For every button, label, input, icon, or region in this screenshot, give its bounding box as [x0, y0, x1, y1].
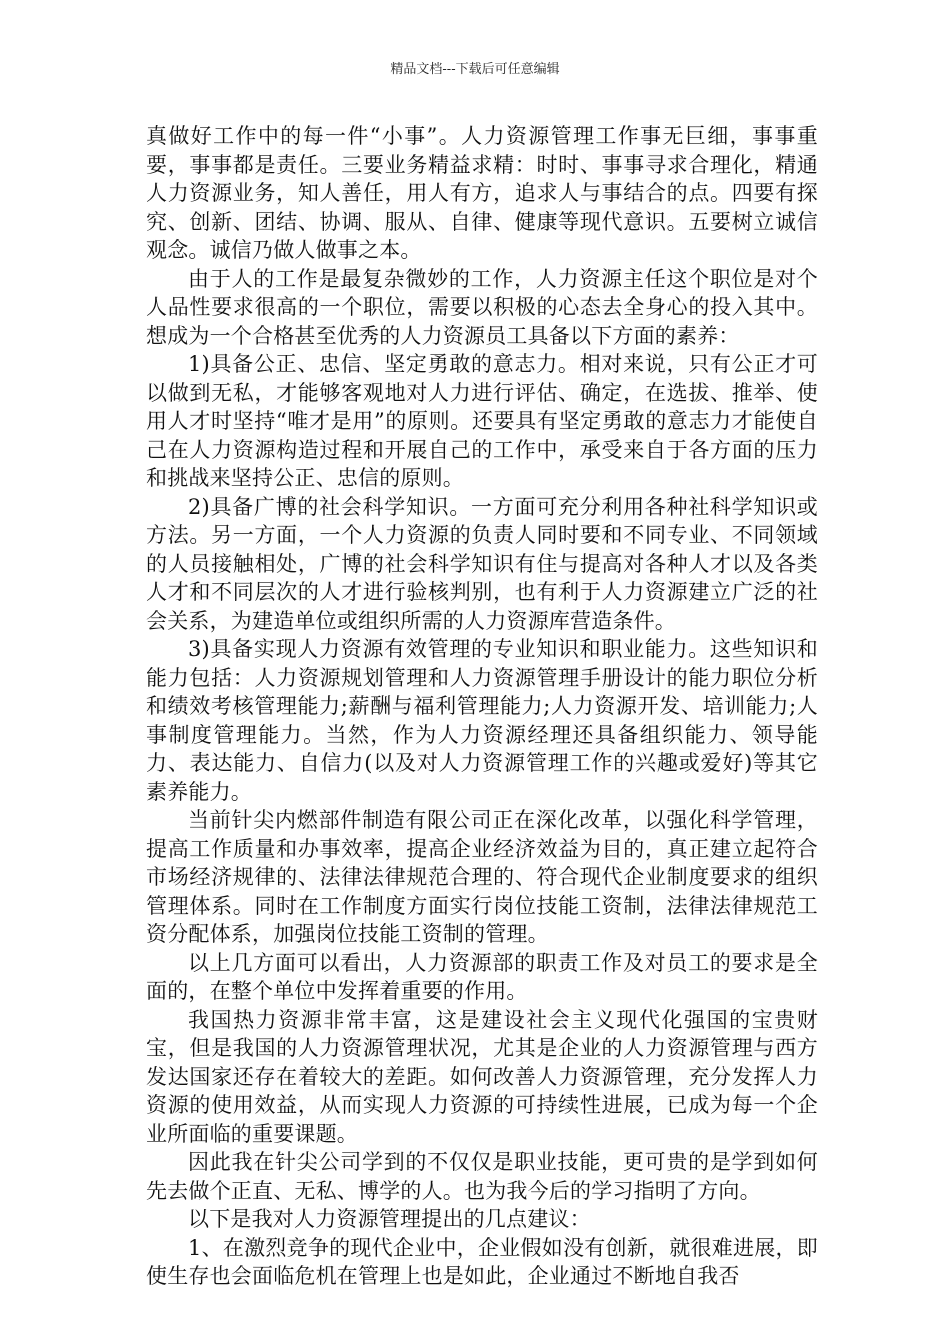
page-header: 精品文档---下载后可任意编辑	[390, 62, 560, 77]
paragraph: 以上几方面可以看出，人力资源部的职责工作及对员工的要求是全面的，在整个单位中发挥着重要的作用。	[146, 950, 818, 1003]
document-body	[146, 122, 818, 1291]
paragraph: 3)具备实现人力资源有效管理的专业知识和职业能力。这些知识和能力包括：人力资源规划管理和人力资源管理手册设计的能力职位分析和绩效考核管理能力;薪酬与福利管理能力;人力资源开发、培训能力;人事制度管理能力。当然，作为人力资源经理还具备组织能力、领导能力、表达能力、自信力(以及对人力资源管理工作的兴趣或爱好)等其它素养能力。	[146, 637, 818, 804]
paragraph: 我国热力资源非常丰富，这是建设社会主义现代化强国的宝贵财宝，但是我国的人力资源管理状况，尤其是企业的人力资源管理与西方发达国家还存在着较大的差距。如何改善人力资源管理，充分发挥人力资源的使用效益，从而实现人力资源的可持续性进展，已成为每一个企业所面临的重要课题。	[146, 1007, 818, 1146]
paragraph: 真做好工作中的每一件“小事”。人力资源管理工作事无巨细，事事重要，事事都是责任。三要业务精益求精：时时、事事寻求合理化，精通人力资源业务，知人善任，用人有方，追求人与事结合的点。四要有探究、创新、团结、协调、服从、自律、健康等现代意识。五要树立诚信观念。诚信乃做人做事之本。	[146, 124, 818, 262]
paragraph: 因此我在针尖公司学到的不仅仅是职业技能，更可贵的是学到如何先去做个正直、无私、博学的人。也为我今后的学习指明了方向。	[146, 1150, 818, 1203]
paragraph: 2)具备广博的社会科学知识。一方面可充分利用各种社科学知识或方法。另一方面，一个人力资源的负责人同时要和不同专业、不同领域的人员接触相处，广博的社会科学知识有住与提高对各种人才以及各类人才和不同层次的人才进行验核判别，也有利于人力资源建立广泛的社会关系，为建造单位或组织所需的人力资源库营造条件。	[146, 494, 818, 633]
paragraph: 1)具备公正、忠信、坚定勇敢的意志力。相对来说，只有公正才可以做到无私，才能够客观地对人力进行评估、确定，在选拔、推举、使用人才时坚持“唯才是用”的原则。还要具有坚定勇敢的意志力才能使自己在人力资源构造过程和开展自己的工作中，承受来自于各方面的压力和挑战来坚持公正、忠信的原则。	[146, 352, 818, 490]
paragraph: 以下是我对人力资源管理提出的几点建议：	[188, 1207, 591, 1231]
paragraph: 由于人的工作是最复杂微妙的工作，人力资源主任这个职位是对个人品性要求很高的一个职位，需要以积极的心态去全身心的投入其中。想成为一个合格甚至优秀的人力资源员工具备以下方面的素养：	[146, 266, 818, 348]
paragraph: 当前针尖内燃部件制造有限公司正在深化改革，以强化科学管理，提高工作质量和办事效率，提高企业经济效益为目的，真正建立起符合市场经济规律的、法律法律规范合理的、符合现代企业制度要求的组织管理体系。同时在工作制度方面实行岗位技能工资制，法律法律规范工资分配体系，加强岗位技能工资制的管理。	[146, 808, 818, 946]
paragraph: 1、在激烈竞争的现代企业中，企业假如没有创新，就很难进展，即使生存也会面临危机在管理上也是如此，企业通过不断地自我否	[146, 1235, 818, 1288]
